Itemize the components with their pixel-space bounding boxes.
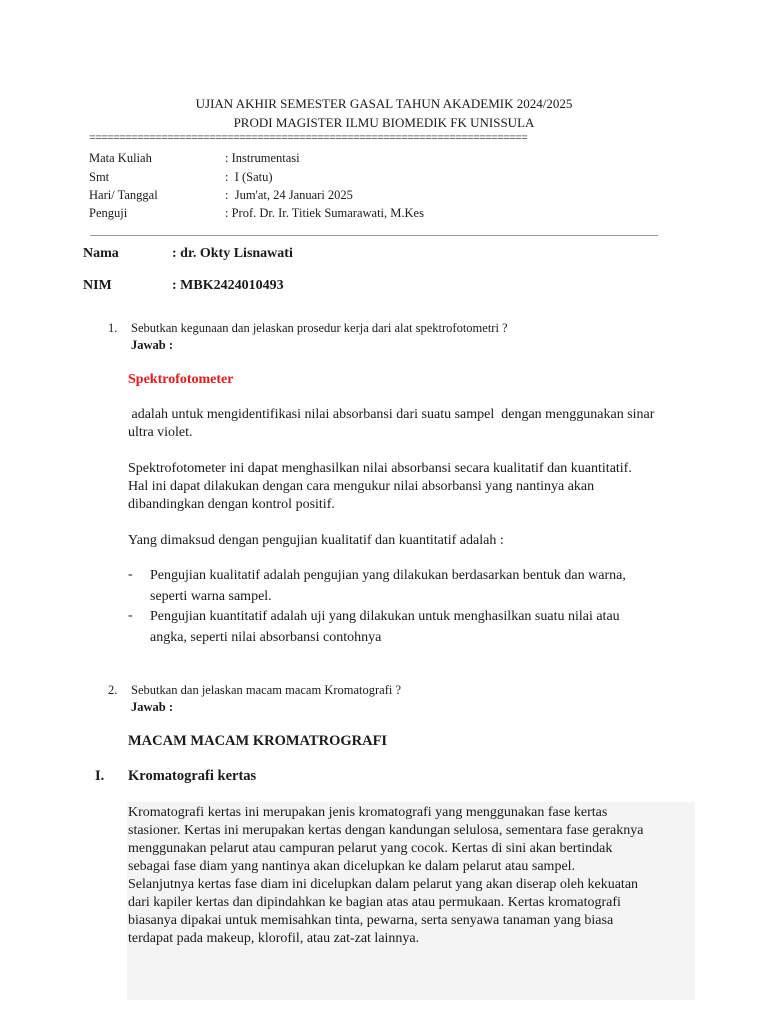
divider — [90, 235, 658, 236]
paragraph-line: Selanjutnya kertas fase diam ini dicelupkan dalam pelarut yang akan diserap oleh kekuatan — [128, 877, 639, 892]
q1-paragraph-2c: dibandingkan dengan kontrol positif. — [128, 497, 335, 512]
paragraph-line: Kromatografi kertas ini merupakan jenis kromatografi yang menggunakan fase kertas — [128, 805, 608, 820]
exam-title: UJIAN AKHIR SEMESTER GASAL TAHUN AKADEMIK 2024/2025 — [195, 96, 573, 111]
q1-paragraph-1a: adalah untuk mengidentifikasi nilai absorbansi dari suatu sampel dengan menggunakan sinar — [128, 407, 655, 422]
q1-heading: Spektrofotometer — [128, 372, 234, 387]
info-value-date: : Jum'at, 24 Januari 2025 — [225, 188, 353, 202]
nim-value: : MBK2424010493 — [172, 278, 284, 293]
q1-paragraph-1b: ultra violet. — [128, 425, 193, 440]
info-value-examiner: : Prof. Dr. Ir. Titiek Sumarawati, M.Kes — [225, 206, 424, 220]
nim-label: NIM — [83, 278, 112, 293]
info-value-course: : Instrumentasi — [225, 151, 300, 165]
q1-answer-label: Jawab : — [131, 338, 174, 352]
q2-heading: MACAM MACAM KROMATROGRAFI — [128, 733, 388, 749]
info-label-date: Hari/ Tanggal — [89, 188, 158, 202]
paragraph-line: dari kapiler kertas dan dipindahkan ke bagian atas atau permukaan. Kertas kromatografi — [128, 895, 621, 910]
separator-line: ========================================================================= — [89, 133, 528, 145]
q2-number: 2. — [108, 683, 118, 697]
info-label-examiner: Penguji — [89, 206, 128, 220]
paragraph-line: menggunakan pelarut atau campuran pelarut yang cocok. Kertas di sini akan bertindak — [128, 841, 613, 856]
q1-question: Sebutkan kegunaan dan jelaskan prosedur kerja dari alat spektrofotometri ? — [131, 321, 508, 335]
paragraph-line: biasanya dipakai untuk memisahkan tinta, pewarna, serta senyawa tanaman yang biasa — [128, 913, 614, 928]
info-value-semester: : I (Satu) — [225, 170, 273, 184]
bullet-item: Pengujian kualitatif adalah pengujian yang dilakukan berdasarkan bentuk dan warna, — [150, 568, 626, 583]
section-title: Kromatografi kertas — [128, 768, 257, 784]
q1-paragraph-2b: Hal ini dapat dilakukan dengan cara mengukur nilai absorbansi yang nantinya akan — [128, 479, 595, 494]
bullet-dash: - — [128, 567, 133, 582]
bullet-item-cont: seperti warna sampel. — [150, 589, 272, 604]
name-value: : dr. Okty Lisnawati — [172, 246, 293, 261]
q1-paragraph-2a: Spektrofotometer ini dapat menghasilkan nilai absorbansi secara kualitatif dan kuantitatif. — [128, 461, 632, 476]
name-label: Nama — [83, 246, 119, 261]
bullet-item-cont: angka, seperti nilai absorbansi contohnya — [150, 630, 382, 645]
program-title: PRODI MAGISTER ILMU BIOMEDIK FK UNISSULA — [233, 115, 535, 130]
q1-paragraph-3: Yang dimaksud dengan pengujian kualitatif dan kuantitatif adalah : — [128, 533, 504, 548]
paragraph-line: terdapat pada makeup, klorofil, atau zat-zat lainnya. — [128, 931, 420, 946]
bullet-dash: - — [128, 608, 133, 623]
q1-number: 1. — [108, 321, 118, 335]
section-number: I. — [95, 768, 105, 784]
q2-answer-label: Jawab : — [131, 700, 174, 714]
paper-chromatography-block — [127, 802, 695, 1000]
paragraph-line: sebagai fase diam yang nantinya akan dicelupkan ke dalam pelarut atau sampel. — [128, 859, 576, 874]
bullet-item: Pengujian kuantitatif adalah uji yang dilakukan untuk menghasilkan suatu nilai atau — [150, 609, 620, 624]
q2-question: Sebutkan dan jelaskan macam macam Kromatografi ? — [131, 683, 402, 697]
info-label-semester: Smt — [89, 170, 110, 184]
paragraph-line: stasioner. Kertas ini merupakan kertas dengan kandungan selulosa, sementara fase geraknya — [128, 823, 644, 838]
info-label-course: Mata Kuliah — [89, 151, 152, 165]
